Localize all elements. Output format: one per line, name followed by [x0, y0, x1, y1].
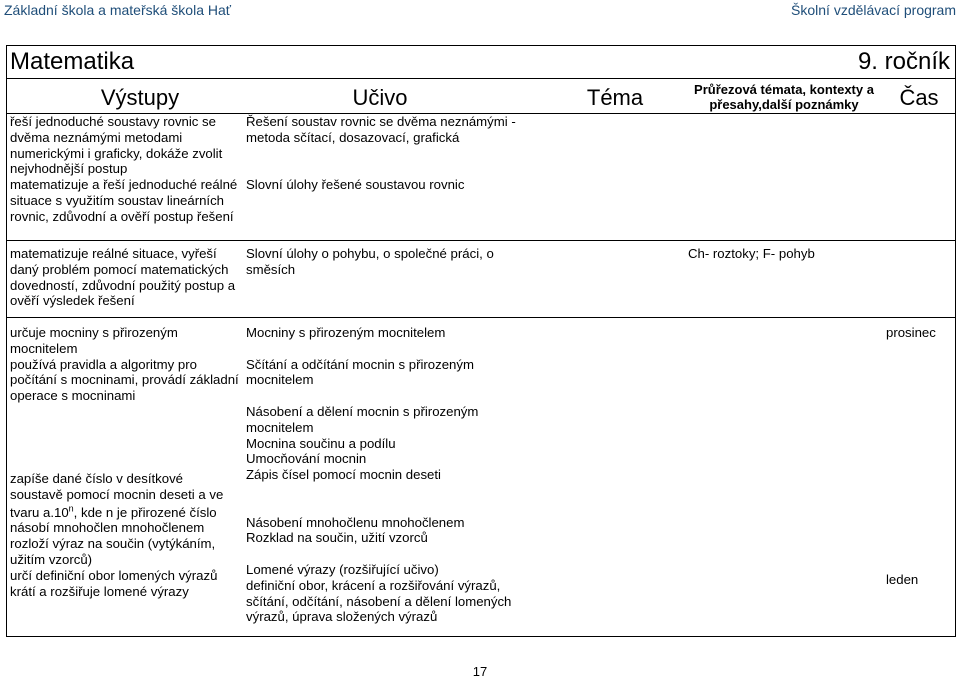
row2-outputs	[10, 246, 242, 309]
column-header-time: Čas	[899, 85, 939, 110]
text-line: řeší jednoduché soustavy rovnic se	[10, 114, 216, 129]
row2-curriculum	[246, 246, 536, 278]
text-line: ověří výsledek řešení	[10, 293, 135, 309]
text-line: používá pravidla a algoritmy pro	[10, 356, 197, 372]
page-number: 17	[472, 664, 488, 679]
column-header-curriculum: Učivo	[352, 85, 408, 110]
text-line: násobí mnohočlen mnohočlenem	[10, 520, 205, 536]
text-line: metoda sčítací, dosazovací, grafická	[246, 129, 460, 145]
text-line	[10, 505, 242, 521]
text-line: Řešení soustav rovnic se dvěma neznámými -	[246, 114, 516, 129]
text-line: krátí a rozšiřuje lomené výrazy	[10, 583, 189, 599]
title-row	[6, 45, 956, 79]
text-line: Sčítání a odčítání mocnin s přirozeným	[246, 356, 474, 372]
text-line: Mocnina součinu a podílu	[246, 435, 396, 451]
row1-curriculum	[246, 114, 536, 193]
text-line: užitím vzorců)	[10, 551, 93, 567]
text-line: operace s mocninami	[10, 388, 136, 404]
grade-title: 9. ročník	[857, 48, 950, 75]
text-line: směsích	[246, 261, 296, 277]
column-header-outputs: Výstupy	[100, 85, 180, 110]
text-line: Slovní úlohy o pohybu, o společné práci, o	[246, 246, 494, 261]
subject-title: Matematika	[10, 48, 135, 75]
text-part: tvaru a.10	[10, 504, 69, 520]
text-line: matematizuje a řeší jednoduché reálné	[10, 177, 238, 193]
text-line: definiční obor, krácení a rozšiřování výrazů,	[246, 577, 501, 593]
column-header-topic: Téma	[586, 85, 644, 110]
text-line: Zápis čísel pomocí mocnin deseti	[246, 467, 441, 483]
row2-cross: Ch- roztoky; F- pohyb	[688, 246, 815, 261]
text-line: dovedností, zdůvodní použitý postup a	[10, 277, 236, 293]
text-line: Násobení a dělení mocnin s přirozeným	[246, 403, 479, 419]
text-line: rovnic, zdůvodní a ověří postup řešení	[10, 208, 234, 224]
text-line: daný problém pomocí matematických	[10, 261, 229, 277]
row3-outputs-powers	[10, 471, 242, 599]
text-line: Mocniny s přirozeným mocnitelem	[246, 325, 446, 340]
row-divider	[6, 240, 956, 241]
text-line: numerickými i graficky, dokáže zvolit	[10, 145, 223, 161]
superscript: n	[68, 503, 74, 514]
text-line: zapíše dané číslo v desítkové	[10, 471, 184, 486]
text-line: Lomené výrazy (rozšiřující učivo)	[246, 561, 439, 577]
program-name: Školní vzdělávací program	[791, 2, 956, 18]
time-january: leden	[886, 572, 919, 587]
text-line: Umocňování mocnin	[246, 451, 367, 467]
text-line: výrazů, úprava složených výrazů	[246, 609, 438, 625]
text-line: Rozklad na součin, užití vzorců	[246, 530, 428, 546]
text-line: situace s využitím soustav lineárních	[10, 192, 225, 208]
text-line: mocnitelem	[246, 419, 314, 435]
text-line: počítání s mocninami, provádí základní	[10, 372, 239, 388]
text-line: určí definiční obor lomených výrazů	[10, 567, 218, 583]
text-part: , kde n je přirozené číslo	[73, 504, 217, 520]
row3-curriculum	[246, 325, 536, 625]
text-line: mocnitelem	[10, 340, 78, 356]
row1-outputs	[10, 114, 242, 225]
text-line: dvěma neznámými metodami	[10, 129, 183, 145]
school-name: Základní škola a mateřská škola Hať	[4, 2, 232, 18]
text-line: matematizuje reálné situace, vyřeší	[10, 246, 217, 261]
text-line: nejvhodnější postup	[10, 161, 128, 177]
text-line: mocnitelem	[246, 372, 314, 388]
row3-outputs	[10, 325, 242, 404]
text-line: Násobení mnohočlenu mnohočlenem	[246, 514, 465, 530]
text-line: určuje mocniny s přirozeným	[10, 325, 178, 340]
text-line: sčítání, odčítání, násobení a dělení lomených	[246, 593, 512, 609]
text-line: soustavě pomocí mocnin deseti a ve	[10, 486, 224, 502]
column-header-cross: Průřezová témata, kontexty a přesahy,další poznámky	[694, 82, 874, 112]
row-divider	[6, 317, 956, 318]
time-december: prosinec	[886, 325, 936, 340]
text-line: Slovní úlohy řešené soustavou rovnic	[246, 177, 465, 193]
text-line: rozloží výraz na součin (vytýkáním,	[10, 536, 216, 552]
